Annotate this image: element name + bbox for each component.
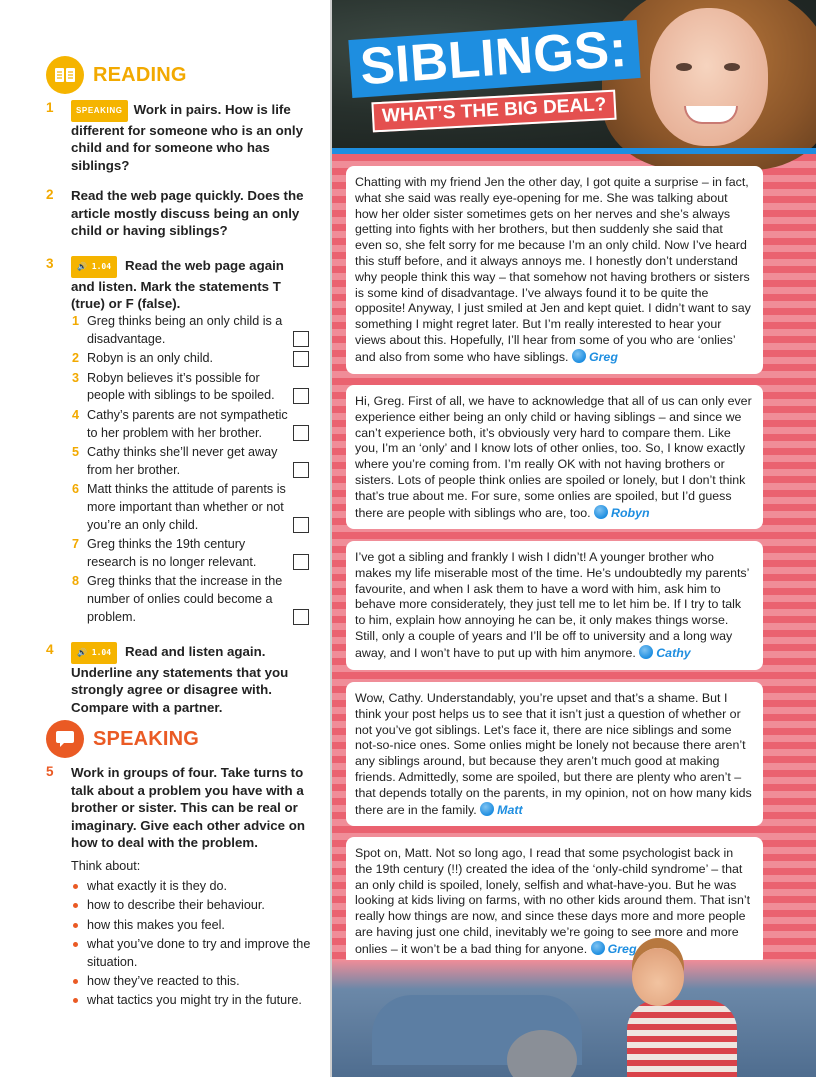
avatar xyxy=(572,349,586,363)
post-author[interactable] xyxy=(480,803,522,817)
forum-post xyxy=(346,837,763,966)
statement-text: Cathy’s parents are not sympathetic to her problem with her brother. xyxy=(87,407,288,440)
audio-track-number: 1.04 xyxy=(91,648,112,657)
statement-item xyxy=(72,370,317,405)
statement-text: Robyn believes it’s possible for people with siblings to be spoiled. xyxy=(87,370,275,403)
author-name: Robyn xyxy=(611,505,650,520)
post-text: Chatting with my friend Jen the other day, I got quite a surprise – in fact, what she said was really eye-opening for me. She was talking about how her older sister sometimes gets on her nerves and she’s always getting into fights with her brothers, but then suddenly she said that even so, she felt sorry for me because I’m an only child. Now I’ve heard this stuff before, and it always annoys me. I honestly don’t understand why people think this way – that somehow not having brothers or sisters is some kind of disadvantage. I’ve always found it to be quite the opposite! Anyway, I just smiled at Jen and kept quiet. I didn’t want to say something I might regret later. But I’m really interested to hear your views about this. Hopefully, I’ll hear from some of you who are ‘onlies’ and also from some who have siblings. xyxy=(355,175,751,364)
reading-title: READING xyxy=(93,63,187,86)
book-icon xyxy=(46,56,84,94)
post-text: Spot on, Matt. Not so long ago, I read that some psychologist back in the 19th century (!!) created the idea of the ‘only-child syndrome’ – that an only child is spoiled, lonely, selfish and what-have-you. But he was looking at kids living on farms, with no other kids around them. That isn’t really how things are now, and since these days more and more people are having just one child, inevitably we’re going to see more and more onlies – it won’t be a bad thing for anyone. xyxy=(355,846,751,956)
question-2 xyxy=(46,187,308,240)
statement-number: 2 xyxy=(72,351,80,366)
answer-checkbox[interactable] xyxy=(293,388,309,404)
forum-post xyxy=(346,682,763,826)
question-number: 3 xyxy=(46,256,54,271)
boy-figure xyxy=(627,1000,737,1077)
question-number: 5 xyxy=(46,764,54,779)
post-text: Hi, Greg. First of all, we have to acknowledge that all of us can only ever experience either being an only child or having siblings – and since we can’t experience both, it’s obviously very hard to compare them. Like you, I’m an ‘only’ and I know lots of other onlies, too. So, I know exactly where you’re coming from. I’m really OK with not having brothers or sisters. Lots of people think onlies are spoiled or lonely, but I don’t think that’s true about me. For sure, some onlies are spoiled, but I’d guess there are people with siblings who are, too. xyxy=(355,394,752,520)
statement-number: 1 xyxy=(72,314,80,328)
post-author[interactable] xyxy=(639,646,690,660)
post-author[interactable] xyxy=(572,350,618,364)
question-text: Read the web page quickly. Does the article mostly discuss being an only child or having siblings? xyxy=(71,188,304,239)
article-title-wrap xyxy=(348,20,641,98)
audio-track-button[interactable]: 🔊 1.04 xyxy=(71,256,117,278)
avatar xyxy=(480,802,494,816)
forum-post xyxy=(346,166,763,374)
avatar xyxy=(639,645,653,659)
question-text: Work in pairs. How is life different for someone who is an only child and for someone who has siblings? xyxy=(71,102,303,173)
avatar xyxy=(591,941,605,955)
post-author[interactable] xyxy=(591,942,637,956)
statement-item xyxy=(72,407,317,442)
statement-text: Matt thinks the attitude of parents is more important than whether or not you’re an only child. xyxy=(87,482,286,532)
speaking-badge: SPEAKING xyxy=(71,100,128,122)
list-item: how they’ve reacted to this. xyxy=(71,973,311,990)
article-column xyxy=(330,0,816,1077)
statement-number: 4 xyxy=(72,407,80,422)
statement-item xyxy=(72,313,317,348)
question-number: 2 xyxy=(46,187,54,202)
author-name: Matt xyxy=(497,802,523,817)
post-text: I’ve got a sibling and frankly I wish I didn’t! A younger brother who makes my life miserable most of the time. He’s undoubtedly my parents’ favourite, and when I ask them to have a word with him, ask him to behave more considerately, they just tell me to let him be. If I try to talk to him, explain how annoying he can be, it only makes things worse. Still, only a couple of years and I’ll be off to university and a long way away, and I won’t have to put up with him anymore. xyxy=(355,550,749,660)
author-name: Greg xyxy=(607,941,637,956)
boy-head xyxy=(632,948,684,1006)
question-text: Read and listen again. Underline any statements that you strongly agree or disagree with. Compare with a partner. xyxy=(71,644,289,715)
exercise-column xyxy=(0,0,330,1077)
eye xyxy=(724,63,740,71)
reading-heading xyxy=(46,56,187,94)
article-banner xyxy=(332,0,816,150)
statement-text: Greg thinks being an only child is a disadvantage. xyxy=(87,314,283,346)
list-item: how this makes you feel. xyxy=(71,917,311,934)
statement-item xyxy=(72,481,317,534)
statement-number: 6 xyxy=(72,482,80,497)
statement-item xyxy=(72,444,317,479)
speech-bubble-icon xyxy=(46,720,84,758)
statement-number: 7 xyxy=(72,537,80,552)
think-about-list xyxy=(71,878,311,1012)
think-about-label: Think about: xyxy=(71,859,141,873)
answer-checkbox[interactable] xyxy=(293,331,309,347)
banner-divider xyxy=(332,148,816,154)
answer-checkbox[interactable] xyxy=(293,462,309,478)
audio-track-number: 1.04 xyxy=(91,262,112,271)
question-5 xyxy=(46,764,308,852)
question-number: 1 xyxy=(46,100,54,115)
forum-post xyxy=(346,385,763,529)
speaking-heading xyxy=(46,720,199,758)
question-number: 4 xyxy=(46,642,54,657)
article-subtitle-wrap xyxy=(371,90,617,133)
avatar xyxy=(594,505,608,519)
answer-checkbox[interactable] xyxy=(293,425,309,441)
forum-post xyxy=(346,541,763,670)
statement-list xyxy=(72,313,317,628)
question-1 xyxy=(46,100,308,174)
audio-track-button[interactable]: 🔊 1.04 xyxy=(71,642,117,664)
statement-text: Greg thinks the 19th century research is no longer relevant. xyxy=(87,537,257,569)
list-item: what exactly it is they do. xyxy=(71,878,311,895)
girl-face xyxy=(650,8,768,146)
answer-checkbox[interactable] xyxy=(293,609,309,625)
statement-number: 8 xyxy=(72,574,80,589)
post-text: Wow, Cathy. Understandably, you’re upset and that’s a shame. But I think your post helps us to see that it isn’t just a question of whether or not you’ve got siblings. Let’s face it, there are nice siblings and some not-so-nice ones. Some onlies might be lonely not because there aren’t any siblings around, but because they aren’t much good at making friends. Admittedly, some are spoiled, but there are plenty who aren’t – that depends totally on the parents, in my opinion, not on how many kids there are in the family. xyxy=(355,691,752,817)
eye xyxy=(676,63,692,71)
statement-item xyxy=(72,573,317,626)
answer-checkbox[interactable] xyxy=(293,554,309,570)
question-text: Read the web page again and listen. Mark the statements T (true) or F (false). xyxy=(71,258,284,312)
statement-number: 5 xyxy=(72,445,80,460)
article-title: SIBLINGS: xyxy=(348,20,641,98)
statement-item xyxy=(72,536,317,571)
answer-checkbox[interactable] xyxy=(293,517,309,533)
question-text: Work in groups of four. Take turns to talk about a problem you have with a brother or sister. This can be real or imaginary. Give each other advice on how to deal with the problem. xyxy=(71,765,306,851)
statement-text: Cathy thinks she’ll never get away from her brother. xyxy=(87,445,278,477)
list-item: what you’ve done to try and improve the situation. xyxy=(71,936,311,971)
statement-text: Greg thinks that the increase in the number of onlies could become a problem. xyxy=(87,574,283,624)
author-name: Greg xyxy=(588,349,618,364)
statement-number: 3 xyxy=(72,370,80,385)
question-3 xyxy=(46,256,308,313)
list-item: how to describe their behaviour. xyxy=(71,897,311,914)
author-name: Cathy xyxy=(656,645,691,660)
statement-item xyxy=(72,350,317,368)
speaking-title: SPEAKING xyxy=(93,727,200,750)
list-item: what tactics you might try in the future. xyxy=(71,992,311,1009)
statement-text: Robyn is an only child. xyxy=(87,351,214,366)
post-author[interactable] xyxy=(594,506,650,520)
article-subtitle: WHAT’S THE BIG DEAL? xyxy=(371,90,617,133)
answer-checkbox[interactable] xyxy=(293,351,309,367)
question-4 xyxy=(46,642,308,716)
